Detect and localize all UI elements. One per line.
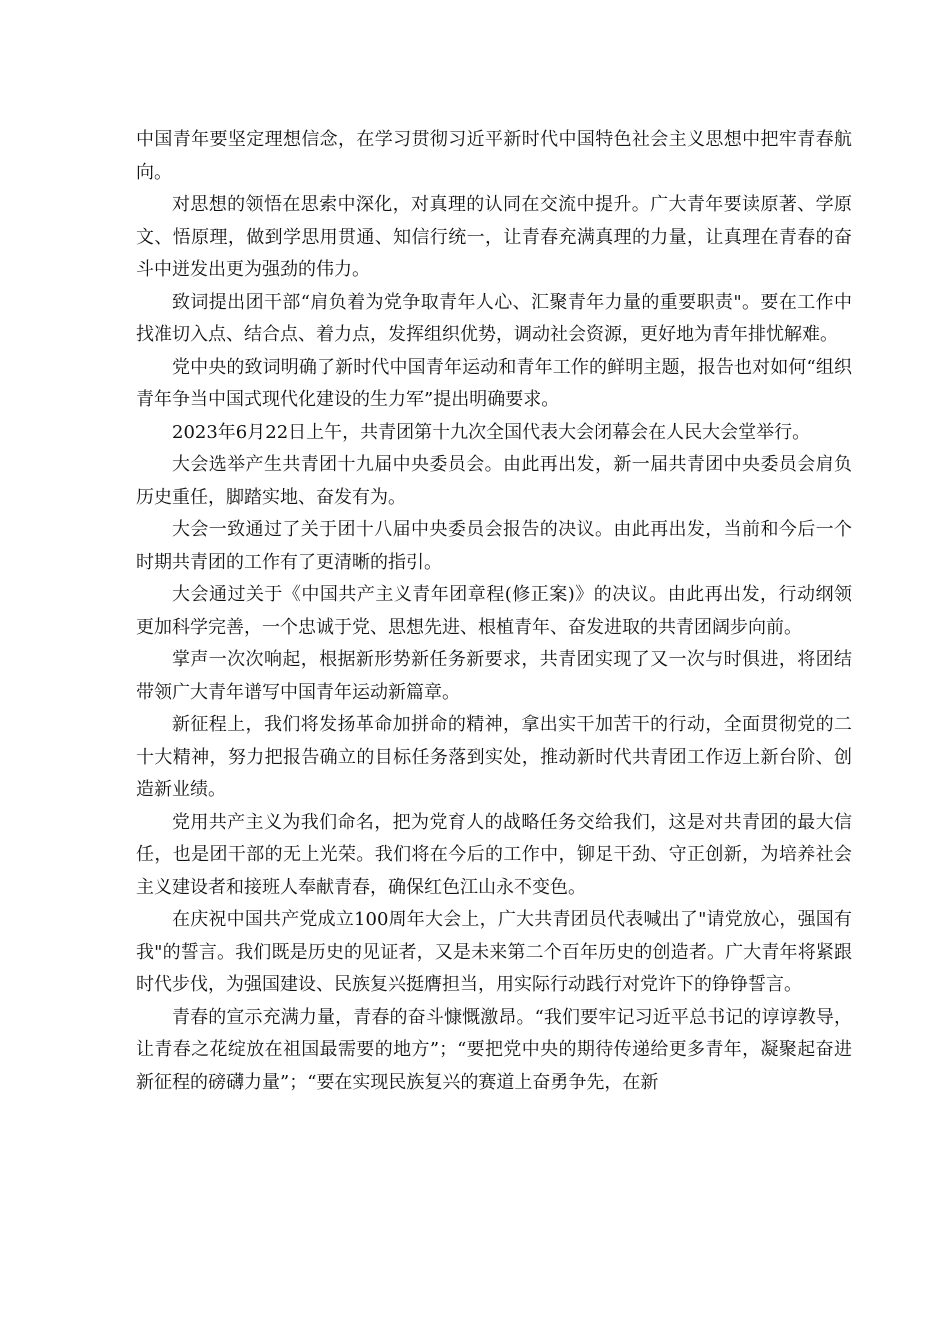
paragraph-3: 致词提出团干部“肩负着为党争取青年人心、汇聚青年力量的重要职责"。要在工作中找准切入点、结合点、着力点，发挥组织优势，调动社会资源，更好地为青年排忧解难。 xyxy=(136,291,852,345)
paragraph-2: 对思想的领悟在思索中深化，对真理的认同在交流中提升。广大青年要读原著、学原文、悟原理，做到学思用贯通、知信行统一，让青春充满真理的力量，让真理在青春的奋斗中迸发出更为强劲的伟力。 xyxy=(136,194,852,280)
paragraph-10: 新征程上，我们将发扬革命加拼命的精神，拿出实干加苦干的行动，全面贯彻党的二十大精神，努力把报告确立的目标任务落到实处，推动新时代共青团工作迈上新台阶、创造新业绩。 xyxy=(136,714,852,800)
paragraph-13: 青春的宣示充满力量，青春的奋斗慷慨激昂。“我们要牢记习近平总书记的谆谆教导，让青春之花绽放在祖国最需要的地方”；“要把党中央的期待传递给更多青年，凝聚起奋进新征程的磅礴力量”；“要在实现民族复兴的赛道上奋勇争先，在新 xyxy=(136,1006,852,1093)
paragraph-9: 掌声一次次响起，根据新形势新任务新要求，共青团实现了又一次与时俱进，将团结带领广大青年谱写中国青年运动新篇章。 xyxy=(136,649,852,703)
paragraph-4: 党中央的致词明确了新时代中国青年运动和青年工作的鲜明主题，报告也对如何“组织青年争当中国式现代化建设的生力军”提出明确要求。 xyxy=(136,356,852,410)
paragraph-11: 党用共产主义为我们命名，把为党育人的战略任务交给我们，这是对共青团的最大信任，也是团干部的无上光荣。我们将在今后的工作中，铆足干劲、守正创新，为培养社会主义建设者和接班人奉献青春，确保红色江山永不变色。 xyxy=(136,811,852,898)
paragraph-5: 2023年6月22日上午，共青团第十九次全国代表大会闭幕会在人民大会堂举行。 xyxy=(172,421,811,443)
paragraph-1: 中国青年要坚定理想信念，在学习贯彻习近平新时代中国特色社会主义思想中把牢青春航向。 xyxy=(136,129,852,183)
paragraph-6: 大会选举产生共青团十九届中央委员会。由此再出发，新一届共青团中央委员会肩负历史重任，脚踏实地、奋发有为。 xyxy=(136,454,852,508)
paragraph-8: 大会通过关于《中国共产主义青年团章程(修正案)》的决议。由此再出发，行动纲领更加科学完善，一个忠诚于党、思想先进、根植青年、奋发进取的共青团阔步向前。 xyxy=(136,584,852,638)
paragraph-12: 在庆祝中国共产党成立100周年大会上，广大共青团员代表喊出了"请党放心，强国有我"的誓言。我们既是历史的见证者，又是未来第二个百年历史的创造者。广大青年将紧跟时代步伐，为强国建设、民族复兴挺膺担当，用实际行动践行对党许下的铮铮誓言。 xyxy=(136,909,852,995)
paragraph-7: 大会一致通过了关于团十八届中央委员会报告的决议。由此再出发，当前和今后一个时期共青团的工作有了更清晰的指引。 xyxy=(136,519,852,573)
document-body xyxy=(136,124,852,1099)
